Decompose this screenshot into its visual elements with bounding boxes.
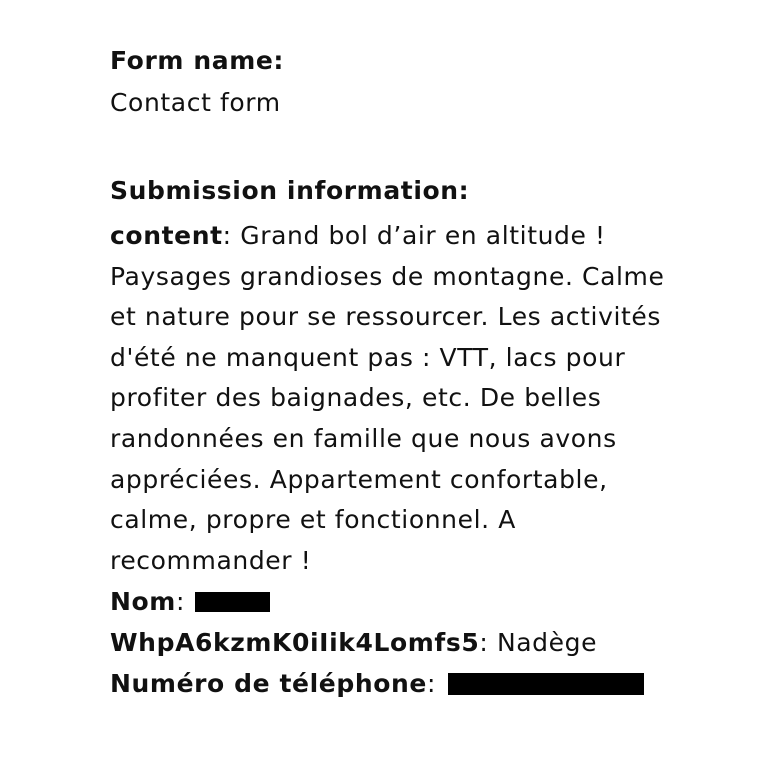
field-telephone [110, 663, 670, 704]
field-separator: : [175, 587, 185, 617]
field-separator: : [426, 669, 436, 699]
field-separator: : [222, 221, 241, 250]
field-hidden-id [110, 622, 670, 663]
redaction-bar-telephone [448, 673, 644, 695]
field-key-content: content [110, 221, 223, 250]
field-key-hidden-id: WhpA6kzmK0iIik4Lomfs5 [110, 628, 480, 658]
field-content [110, 216, 670, 581]
submission-heading: Submission information: [110, 176, 470, 205]
form-name-value: Contact form [110, 88, 281, 117]
field-value-content: Grand bol d’air en altitude ! Paysages grandioses de montagne. Calme et nature pour se ressourcer. Les activités d'été ne manquent pas : VTT, lacs pour profiter des baignades, etc. De belles randonnées en famille que nous avons appréciées. Appartement confortable, calme, propre et fonctionnel. A recommander ! [110, 221, 665, 575]
field-key-nom: Nom [110, 587, 176, 617]
form-name-heading: Form name: [110, 46, 284, 75]
field-key-telephone: Numéro de téléphone [110, 669, 427, 699]
field-nom [110, 581, 670, 622]
submission-document [110, 40, 670, 704]
field-separator: : [479, 628, 497, 658]
spacer [110, 124, 670, 170]
field-value-hidden-id: Nadège [496, 628, 598, 658]
redaction-bar-nom [195, 592, 270, 612]
